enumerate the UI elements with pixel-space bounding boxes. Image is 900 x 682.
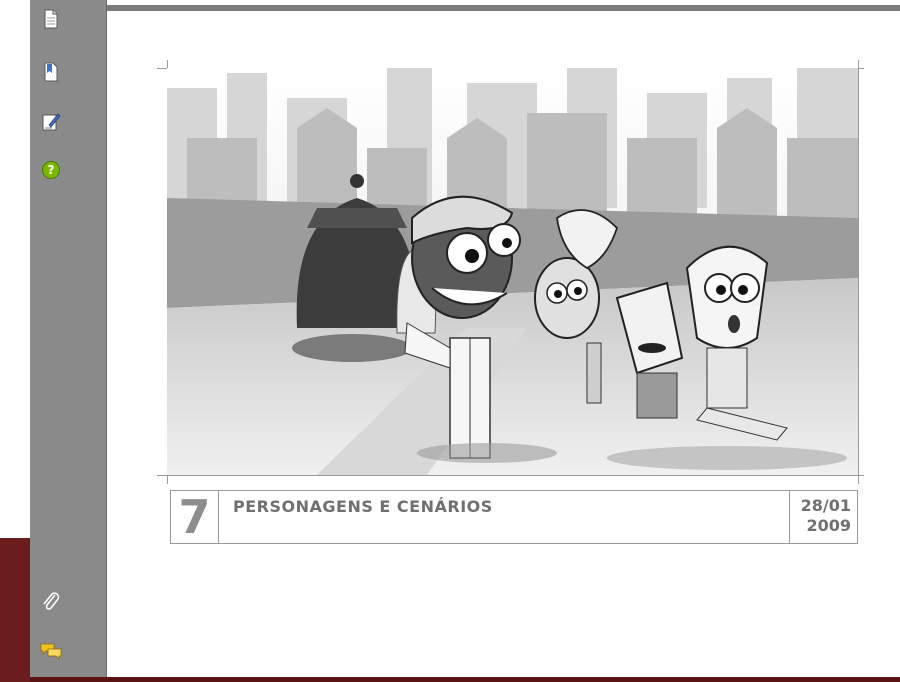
comments-icon[interactable]	[40, 640, 62, 662]
panel-date	[789, 491, 857, 543]
page-top-bar	[107, 0, 900, 12]
help-glyph: ?	[47, 163, 55, 177]
window-bottom-edge	[30, 677, 900, 682]
panel-number: 7	[171, 491, 219, 543]
storyboard-caption	[170, 490, 858, 544]
panel-date-day: 28/01	[800, 496, 851, 515]
panel-date-year: 2009	[806, 516, 851, 535]
bookmarks-icon[interactable]	[40, 61, 62, 83]
storyboard-frame	[167, 68, 858, 475]
panel-title: PERSONAGENS E CENÁRIOS	[233, 497, 493, 516]
pages-icon[interactable]	[40, 8, 62, 30]
attachment-icon[interactable]	[40, 590, 62, 612]
crop-mark	[157, 475, 864, 476]
window-edge	[0, 0, 30, 538]
crop-mark	[858, 60, 859, 484]
window-edge-dark	[0, 538, 30, 682]
signature-icon[interactable]	[40, 110, 62, 132]
navigation-sidebar	[30, 0, 107, 677]
help-icon[interactable]	[40, 159, 62, 181]
document-page	[107, 0, 900, 677]
